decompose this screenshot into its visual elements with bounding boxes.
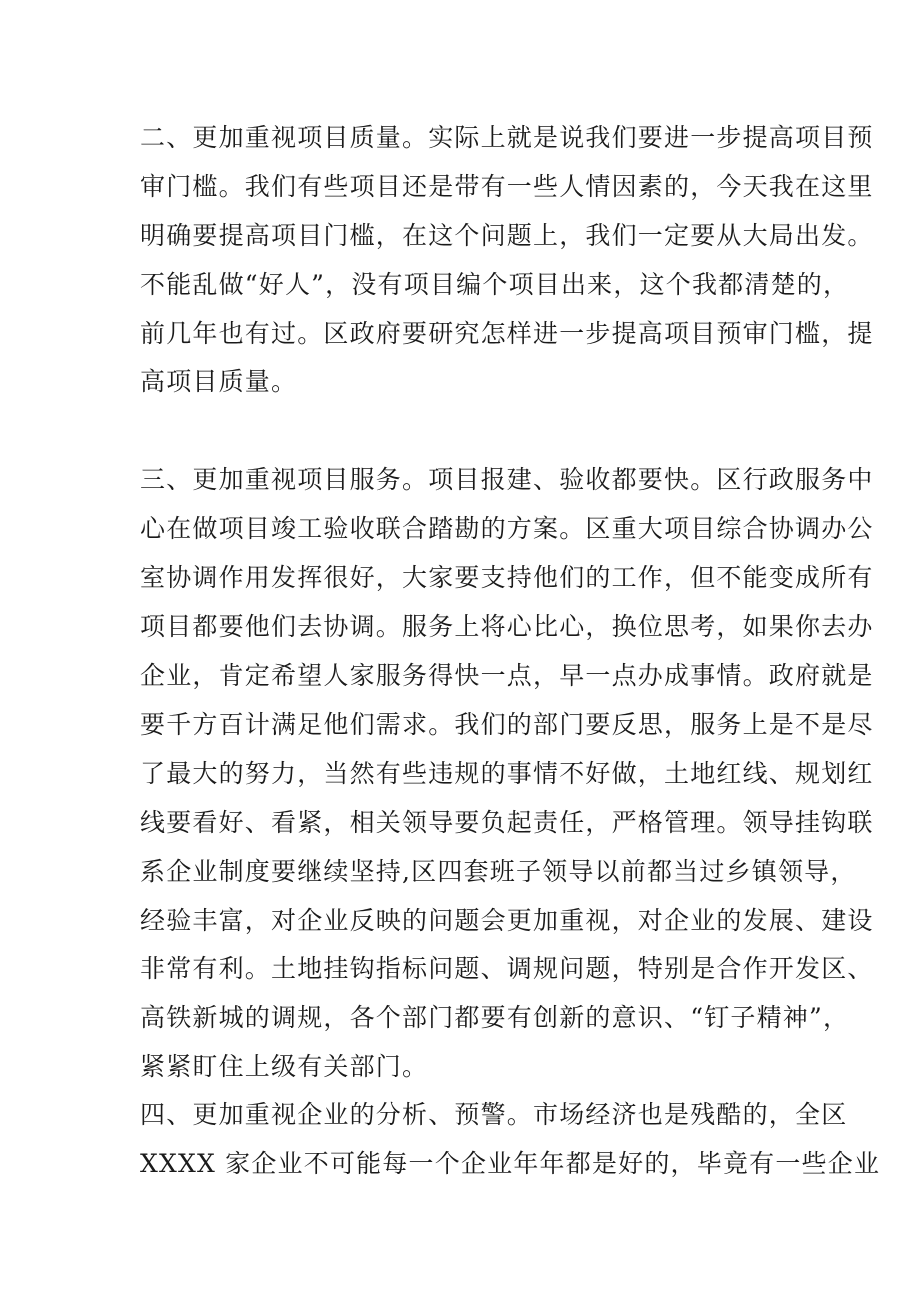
paragraph-1-line-3: 明确要提高项目门槛，在这个问题上，我们一定要从大局出发。 [140, 221, 874, 250]
paragraph-3-line-1: 四、更加重视企业的分析、预警。市场经济也是残酷的，全区 [140, 1100, 848, 1129]
paragraph-2-line-1: 三、更加重视项目服务。项目报建、验收都要快。区行政服务中 [140, 465, 874, 494]
paragraph-2-line-8: 线要看好、看紧，相关领导要负起责任，严格管理。领导挂钩联 [140, 808, 874, 837]
paragraph-2-line-7: 了最大的努力，当然有些违规的事情不好做，土地红线、规划红 [140, 759, 874, 788]
paragraph-2-line-11: 非常有利。土地挂钩指标问题、调规问题，特别是合作开发区、 [140, 954, 874, 983]
paragraph-2-line-12: 高铁新城的调规，各个部门都要有创新的意识、“钉子精神”， [140, 1003, 850, 1032]
paragraph-1-line-4: 不能乱做“好人”，没有项目编个项目出来，这个我都清楚的， [140, 270, 850, 299]
paragraph-2-line-4: 项目都要他们去协调。服务上将心比心，换位思考，如果你去办 [140, 612, 874, 641]
paragraph-1-line-1: 二、更加重视项目质量。实际上就是说我们要进一步提高项目预 [140, 123, 874, 152]
paragraph-2-line-10: 经验丰富，对企业反映的问题会更加重视，对企业的发展、建设 [140, 906, 874, 935]
paragraph-2-line-2: 心在做项目竣工验收联合踏勘的方案。区重大项目综合协调办公 [140, 514, 874, 543]
paragraph-3-line-2: XXXX 家企业不可能每一个企业年年都是好的，毕竟有一些企业 [140, 1149, 881, 1178]
paragraph-1-line-5: 前几年也有过。区政府要研究怎样进一步提高项目预审门槛，提 [140, 319, 874, 348]
paragraph-2-line-3: 室协调作用发挥很好，大家要支持他们的工作，但不能变成所有 [140, 563, 874, 592]
paragraph-1-line-6: 高项目质量。 [140, 367, 298, 396]
paragraph-2-line-5: 企业，肯定希望人家服务得快一点，早一点办成事情。政府就是 [140, 661, 874, 690]
paragraph-2-line-13: 紧紧盯住上级有关部门。 [140, 1052, 429, 1081]
paragraph-1-line-2: 审门槛。我们有些项目还是带有一些人情因素的，今天我在这里 [140, 172, 874, 201]
paragraph-2-line-6: 要千方百计满足他们需求。我们的部门要反思，服务上是不是尽 [140, 710, 874, 739]
paragraph-2-line-9: 系企业制度要继续坚持,区四套班子领导以前都当过乡镇领导， [140, 857, 857, 886]
